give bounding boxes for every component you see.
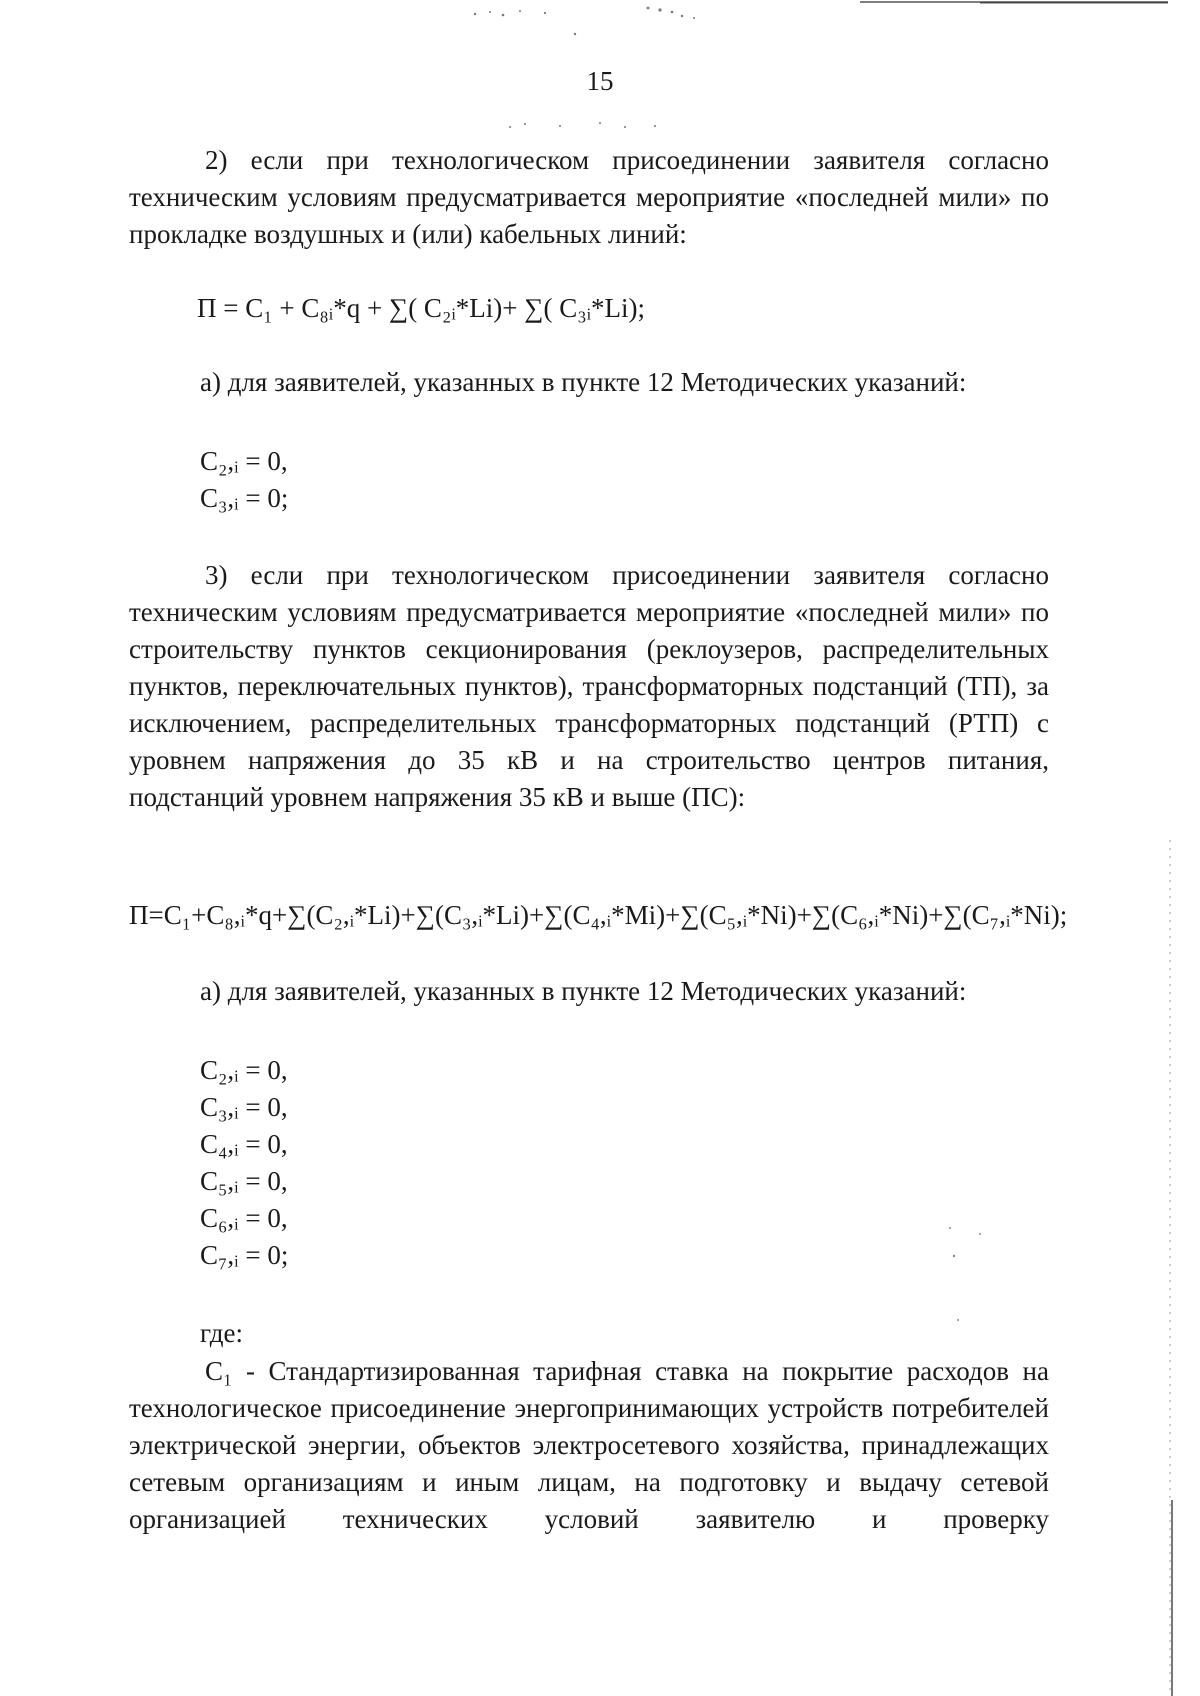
where-label: где: <box>200 1318 243 1348</box>
condition-line: C₂,ᵢ = 0, <box>200 446 288 476</box>
item3-formula: П=C₁+C₈,ᵢ*q+∑(C₂,ᵢ*Li)+∑(C₃,ᵢ*Li)+∑(C₄,ᵢ*Mi)+∑(C₅,ᵢ*Ni)+∑(C₆,ᵢ*Ni)+∑(C₇,ᵢ*Ni); <box>129 900 1068 930</box>
condition-line: C₄,ᵢ = 0, <box>200 1129 288 1159</box>
condition-line: C₅,ᵢ = 0, <box>200 1166 288 1196</box>
item3-sub-a: а) для заявителей, указанных в пункте 12 Методических указаний: <box>200 976 967 1006</box>
condition-line: C₂,ᵢ = 0, <box>200 1055 288 1085</box>
condition-line: C₇,ᵢ = 0; <box>200 1240 289 1270</box>
c1-definition: C₁ - Стандартизированная тарифная ставка на покрытие расходов на технологическое присоединение энергопринимающих устройств потребителей электрической энергии, объектов электросетевого хозяйства, принадлежащих сетевым организациям и иным лицам, на подготовку и выдачу сетевой организацией технических условий заявителю и проверку <box>129 1356 1049 1534</box>
scan-edge-marks <box>1160 0 1200 1696</box>
page-number: 15 <box>586 66 614 96</box>
item2-paragraph: 2) если при технологическом присоединении заявителя согласно техническим условиям предусматривается мероприятие «последней мили» по прокладке воздушных и (или) кабельных линий: <box>129 145 1049 249</box>
condition-line: C₆,ᵢ = 0, <box>200 1203 288 1233</box>
condition-line: C₃,ᵢ = 0; <box>200 483 289 513</box>
item2-sub-a: а) для заявителей, указанных в пункте 12 Методических указаний: <box>200 367 967 397</box>
scan-speckles <box>920 1220 1000 1340</box>
item2-formula: П = C₁ + C₈ᵢ*q + ∑( C₂ᵢ*Li)+ ∑( C₃ᵢ*Li); <box>197 293 646 323</box>
condition-line: C₃,ᵢ = 0, <box>200 1092 288 1122</box>
item3-paragraph: 3) если при технологическом присоединении заявителя согласно техническим условиям предусматривается мероприятие «последней мили» по строительству пунктов секционирования (реклоузеров, распределительных пунктов, переключательных пунктов), трансформаторных подстанций (ТП), за исключением, распределительных трансформаторных подстанций (РТП) с уровнем напряжения до 35 кВ и на строительство центров питания, подстанций уровнем напряжения 35 кВ и выше (ПС): <box>129 560 1049 812</box>
